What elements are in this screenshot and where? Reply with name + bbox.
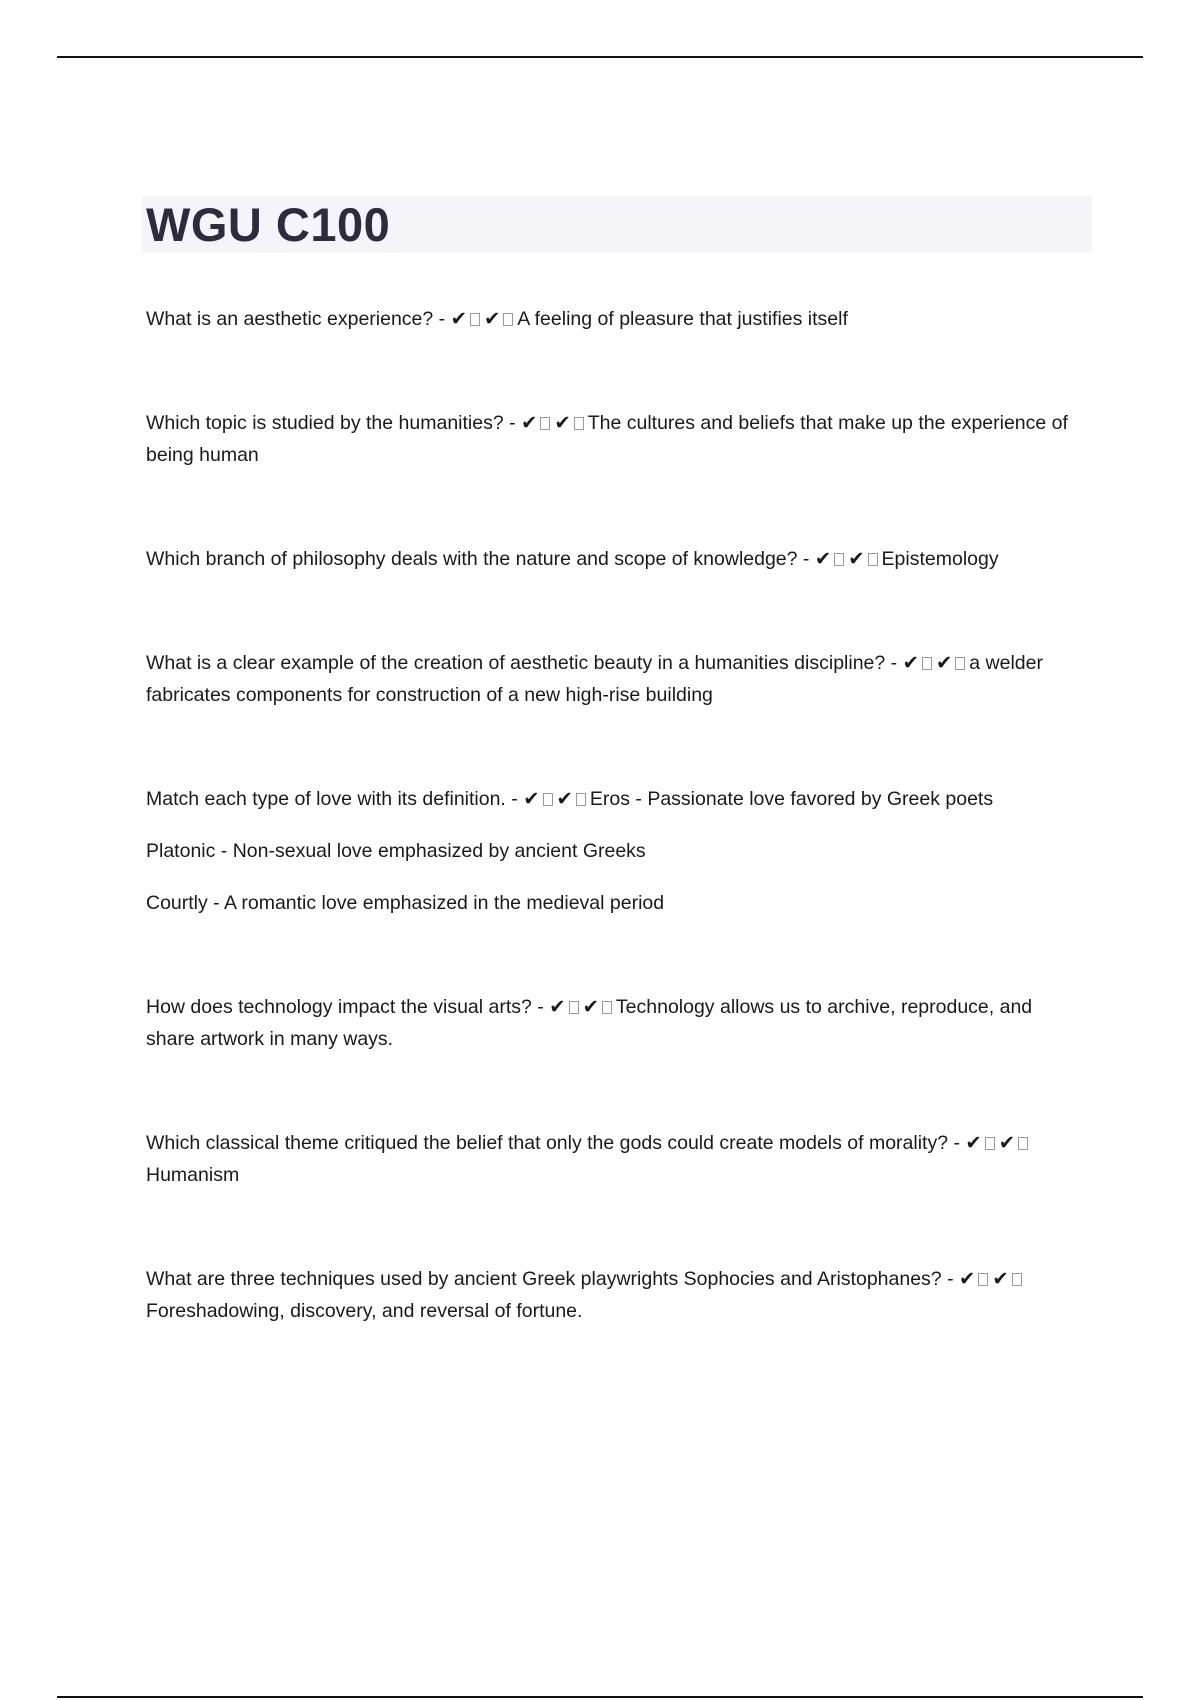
box-icon [922,657,932,670]
box-icon [1012,1273,1022,1286]
box-icon [834,553,844,566]
question-text: How does technology impact the visual arts? [146,996,532,1018]
check-icon: ✔ [523,787,540,810]
qa-item-3: Which branch of philosophy deals with the nature and scope of knowledge? - ✔ ✔ Epistemology [146,547,999,570]
top-rule [57,56,1143,58]
check-icon: ✔ [902,651,919,674]
check-icon: ✔ [935,651,953,674]
answer-text: Eros - Passionate love favored by Greek poets [589,788,994,810]
answer-text: A feeling of pleasure that justifies itself [517,308,848,330]
check-icon: ✔ [582,995,599,1018]
check-icon: ✔ [998,1131,1016,1154]
answer-text: Technology allows us to archive, reproduce, and share artwork in many ways. [146,996,1033,1050]
check-icon: ✔ [848,547,865,570]
box-icon [576,793,586,806]
box-icon [868,553,878,566]
check-icon: ✔ [549,995,566,1018]
answer-text: Epistemology [881,548,999,570]
check-icon: ✔ [450,307,467,330]
love-line-courtly: Courtly - A romantic love emphasized in the medieval period [146,892,665,914]
box-icon [543,793,553,806]
check-icon: ✔ [959,1267,976,1290]
check-icon: ✔ [814,547,832,570]
box-icon [985,1137,995,1150]
check-icon: ✔ [554,411,571,434]
box-icon [470,313,480,326]
question-text: Which topic is studied by the humanities? [146,412,504,434]
box-icon [1018,1137,1028,1150]
love-line-platonic: Platonic - Non-sexual love emphasized by ancient Greeks [146,840,646,862]
check-icon: ✔ [992,1267,1009,1290]
qa-item-6: How does technology impact the visual arts? - ✔ ✔ Technology allows us to archive, reproduce, and share artwork in many ways. [146,995,1033,1050]
question-text: What is a clear example of the creation of aesthetic beauty in a humanities discipline? [146,652,886,674]
question-text: Which branch of philosophy deals with the nature and scope of knowledge? [146,548,798,570]
question-text: What are three techniques used by ancient Greek playwrights Sophocies and Aristophanes? [146,1268,942,1290]
check-icon: ✔ [483,307,501,330]
qa-item-1: What is an aesthetic experience? - ✔ ✔ A feeling of pleasure that justifies itself [146,307,848,330]
box-icon [955,657,965,670]
qa-item-5: Match each type of love with its definition. - ✔ ✔ Eros - Passionate love favored by Greek poets [146,787,994,810]
answer-text: Humanism [146,1164,240,1186]
check-icon: ✔ [556,787,573,810]
answer-text: Foreshadowing, discovery, and reversal of fortune. [146,1300,583,1322]
bottom-rule [57,1696,1143,1698]
qa-item-4: What is a clear example of the creation of aesthetic beauty in a humanities discipline? - ✔ ✔ a welder fabricates components for construction of a new high-rise building [146,651,1043,706]
box-icon [569,1001,579,1014]
qa-item-8: What are three techniques used by ancient Greek playwrights Sophocies and Aristophanes? - ✔ ✔Foreshadowing, discovery, and reversal of fortune. [146,1263,1086,1327]
box-icon [540,417,550,430]
document-title: WGU C100 [146,198,391,251]
box-icon [574,417,584,430]
question-text: Match each type of love with its definition. [146,788,506,810]
check-icon: ✔ [965,1131,982,1154]
answer-text: The cultures and beliefs that make up the experience of being human [146,412,1068,466]
box-icon [978,1273,988,1286]
box-icon [503,313,513,326]
check-icon: ✔ [521,411,538,434]
answer-text: a welder fabricates components for construction of a new high-rise building [146,652,1043,706]
qa-item-7: Which classical theme critiqued the belief that only the gods could create models of morality? - ✔ ✔Humanism [146,1127,1086,1191]
box-icon [602,1001,612,1014]
qa-item-2: Which topic is studied by the humanities? - ✔ ✔ The cultures and beliefs that make up the experience of being human [146,411,1068,466]
question-text: Which classical theme critiqued the belief that only the gods could create models of morality? [146,1132,949,1154]
question-text: What is an aesthetic experience? [146,308,434,330]
